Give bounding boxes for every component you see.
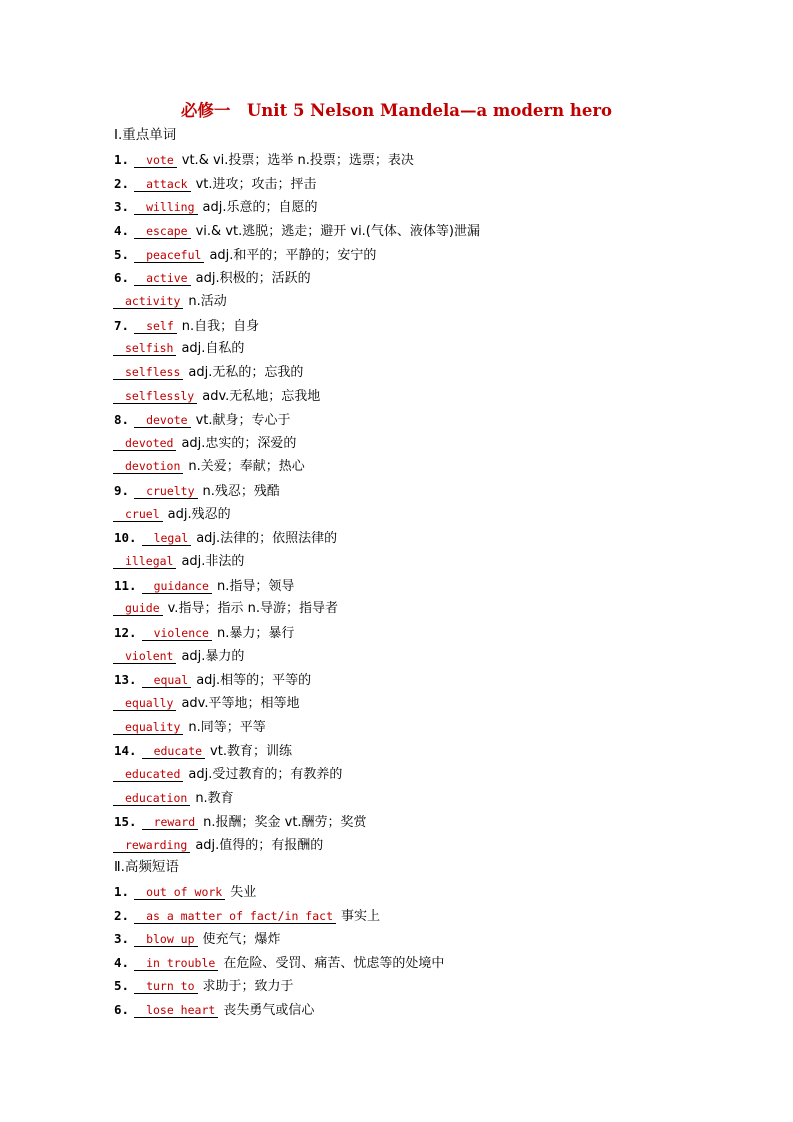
word-entry — [113, 599, 338, 619]
entry-definition: 事实上 — [341, 908, 381, 924]
word-entry — [113, 339, 244, 359]
entry-definition: vt.教育；训练 — [210, 744, 292, 760]
word-entry — [113, 552, 244, 572]
word-entry — [114, 150, 414, 170]
answer-blank: selfless — [113, 365, 183, 380]
word-entry — [114, 576, 294, 596]
entry-number: 12. — [114, 625, 137, 640]
phrase-entry — [114, 906, 380, 926]
entry-definition: vi.& vt.逃脱；逃走；避开 vi.(气体、液体等)泄漏 — [195, 223, 480, 239]
answer-blank: violent — [113, 649, 176, 664]
entry-number: 2. — [114, 175, 130, 191]
entry-definition: v.指导；指示 n.导游；指导者 — [167, 601, 338, 617]
word-entry — [114, 741, 292, 761]
entry-definition: n.活动 — [188, 293, 227, 309]
entry-number: 4. — [114, 222, 130, 238]
word-entry — [113, 765, 342, 785]
entry-definition: n.自我；自身 — [181, 318, 260, 334]
entry-definition: adj.非法的 — [181, 554, 245, 570]
entry-number: 15. — [114, 814, 137, 830]
answer-blank: legal — [142, 531, 192, 546]
answer-blank: illegal — [113, 554, 176, 569]
answer-blank: guidance — [142, 579, 212, 594]
entry-number: 10. — [114, 530, 137, 546]
answer-blank: turn to — [134, 979, 197, 994]
entry-definition: n.报酬；奖金 vt.酬劳；奖赏 — [203, 815, 367, 831]
word-entry — [114, 197, 318, 217]
entry-definition: adj.自私的 — [181, 341, 245, 357]
word-entry — [113, 457, 305, 477]
entry-definition: n.教育 — [195, 790, 234, 806]
word-entry — [114, 221, 480, 241]
phrase-entry — [114, 929, 281, 949]
word-entry — [114, 268, 311, 288]
entry-definition: adj.暴力的 — [181, 648, 245, 664]
word-entry — [113, 434, 296, 454]
answer-blank: devotion — [113, 459, 183, 474]
entry-definition: adv.平等地；相等地 — [181, 695, 300, 711]
entry-definition: 在危险、受罚、痛苦、忧虑等的处境中 — [223, 955, 445, 971]
answer-blank: rewarding — [113, 838, 190, 853]
entry-definition: adj.相等的；平等的 — [196, 673, 312, 689]
entry-definition: adj.和平的；平静的；安宁的 — [209, 247, 377, 263]
word-entry — [113, 789, 234, 809]
section-heading-key-words: Ⅰ.重点单词 — [114, 127, 177, 143]
answer-blank: cruelty — [134, 484, 197, 499]
word-entry — [113, 387, 320, 407]
word-entry — [114, 245, 376, 265]
entry-number: 5. — [114, 246, 130, 262]
entry-definition: n.暴力；暴行 — [216, 626, 295, 641]
entry-number: 6. — [114, 270, 130, 286]
answer-blank: cruel — [113, 507, 163, 522]
entry-number: 3. — [114, 931, 130, 947]
entry-definition: adj.受过教育的；有教养的 — [188, 766, 343, 782]
entry-number: 8. — [114, 412, 130, 428]
word-entry — [114, 812, 367, 832]
entry-definition: n.同等；平等 — [188, 719, 266, 735]
word-entry — [114, 528, 337, 548]
word-entry — [113, 647, 244, 667]
answer-blank: selflessly — [113, 389, 197, 404]
answer-blank: attack — [134, 177, 191, 192]
phrase-entry — [114, 1000, 314, 1020]
answer-blank: active — [134, 271, 191, 286]
word-entry — [114, 316, 259, 336]
entry-definition: n.残忍；残酷 — [202, 484, 280, 500]
entry-definition: adj.忠实的；深爱的 — [181, 435, 297, 451]
entry-definition: 求助于；致力于 — [202, 979, 294, 995]
entry-definition: adj.乐意的；自愿的 — [202, 200, 318, 216]
word-entry — [113, 363, 303, 383]
answer-blank: lose heart — [134, 1003, 218, 1018]
word-entry — [113, 718, 266, 738]
answer-blank: vote — [134, 153, 177, 168]
entry-definition: 使充气；爆炸 — [202, 932, 281, 948]
entry-number: 1. — [114, 884, 130, 899]
word-entry — [113, 505, 231, 525]
entry-number: 3. — [114, 199, 130, 215]
answer-blank: equality — [113, 720, 183, 735]
answer-blank: equal — [142, 673, 192, 688]
entry-definition: vt.进攻；攻击；抨击 — [195, 176, 317, 192]
entry-number: 2. — [114, 907, 130, 923]
entry-number: 4. — [114, 954, 130, 970]
phrase-entry — [114, 953, 444, 973]
answer-blank: out of work — [134, 885, 225, 900]
phrase-entry — [114, 882, 256, 902]
answer-blank: education — [113, 791, 190, 806]
word-entry — [114, 623, 294, 643]
entry-number: 13. — [114, 672, 137, 688]
answer-blank: peaceful — [134, 248, 204, 263]
entry-definition: n.关爱；奉献；热心 — [188, 459, 305, 475]
answer-blank: educate — [142, 744, 205, 759]
entry-definition: adj.积极的；活跃的 — [195, 271, 311, 287]
answer-blank: reward — [142, 815, 199, 830]
entry-definition: adv.无私地；忘我地 — [202, 388, 321, 404]
answer-blank: devote — [134, 413, 191, 428]
answer-blank: as a matter of fact/in fact — [134, 909, 336, 924]
entry-number: 9. — [114, 483, 130, 499]
entry-definition: adj.无私的；忘我的 — [188, 364, 304, 380]
word-entry — [114, 481, 280, 501]
entry-definition: adj.法律的；依照法律的 — [196, 531, 338, 547]
answer-blank: violence — [142, 626, 212, 641]
phrase-entry — [114, 976, 294, 996]
entry-definition: vt.& vi.投票；选举 n.投票；选票；表决 — [181, 153, 414, 168]
answer-blank: guide — [113, 601, 163, 616]
page-title: 必修一 Unit 5 Nelson Mandela—a modern hero — [180, 101, 613, 120]
entry-number: 11. — [114, 577, 137, 593]
entry-definition: n.指导；领导 — [216, 578, 295, 594]
section-heading-phrases: Ⅱ.高频短语 — [114, 859, 179, 875]
entry-number: 1. — [114, 152, 130, 167]
entry-number: 7. — [114, 317, 130, 333]
answer-blank: self — [134, 319, 177, 334]
answer-blank: devoted — [113, 436, 176, 451]
answer-blank: willing — [134, 200, 197, 215]
answer-blank: blow up — [134, 932, 197, 947]
entry-number: 14. — [114, 743, 137, 759]
answer-blank: educated — [113, 767, 183, 782]
word-entry — [113, 694, 300, 714]
word-entry — [114, 174, 317, 194]
answer-blank: selfish — [113, 341, 176, 356]
word-entry — [114, 670, 311, 690]
answer-blank: escape — [134, 224, 191, 239]
entry-definition: 丧失勇气或信心 — [223, 1003, 315, 1018]
entry-number: 6. — [114, 1002, 130, 1017]
entry-definition: adj.值得的；有报酬的 — [195, 837, 324, 853]
word-entry — [113, 836, 323, 856]
entry-definition: adj.残忍的 — [167, 506, 231, 522]
answer-blank: activity — [113, 294, 183, 309]
word-entry — [113, 292, 227, 312]
entry-number: 5. — [114, 978, 130, 994]
answer-blank: in trouble — [134, 956, 218, 971]
entry-definition: 失业 — [230, 885, 257, 900]
answer-blank: equally — [113, 696, 176, 711]
entry-definition: vt.献身；专心于 — [195, 413, 291, 429]
word-entry — [114, 410, 291, 430]
